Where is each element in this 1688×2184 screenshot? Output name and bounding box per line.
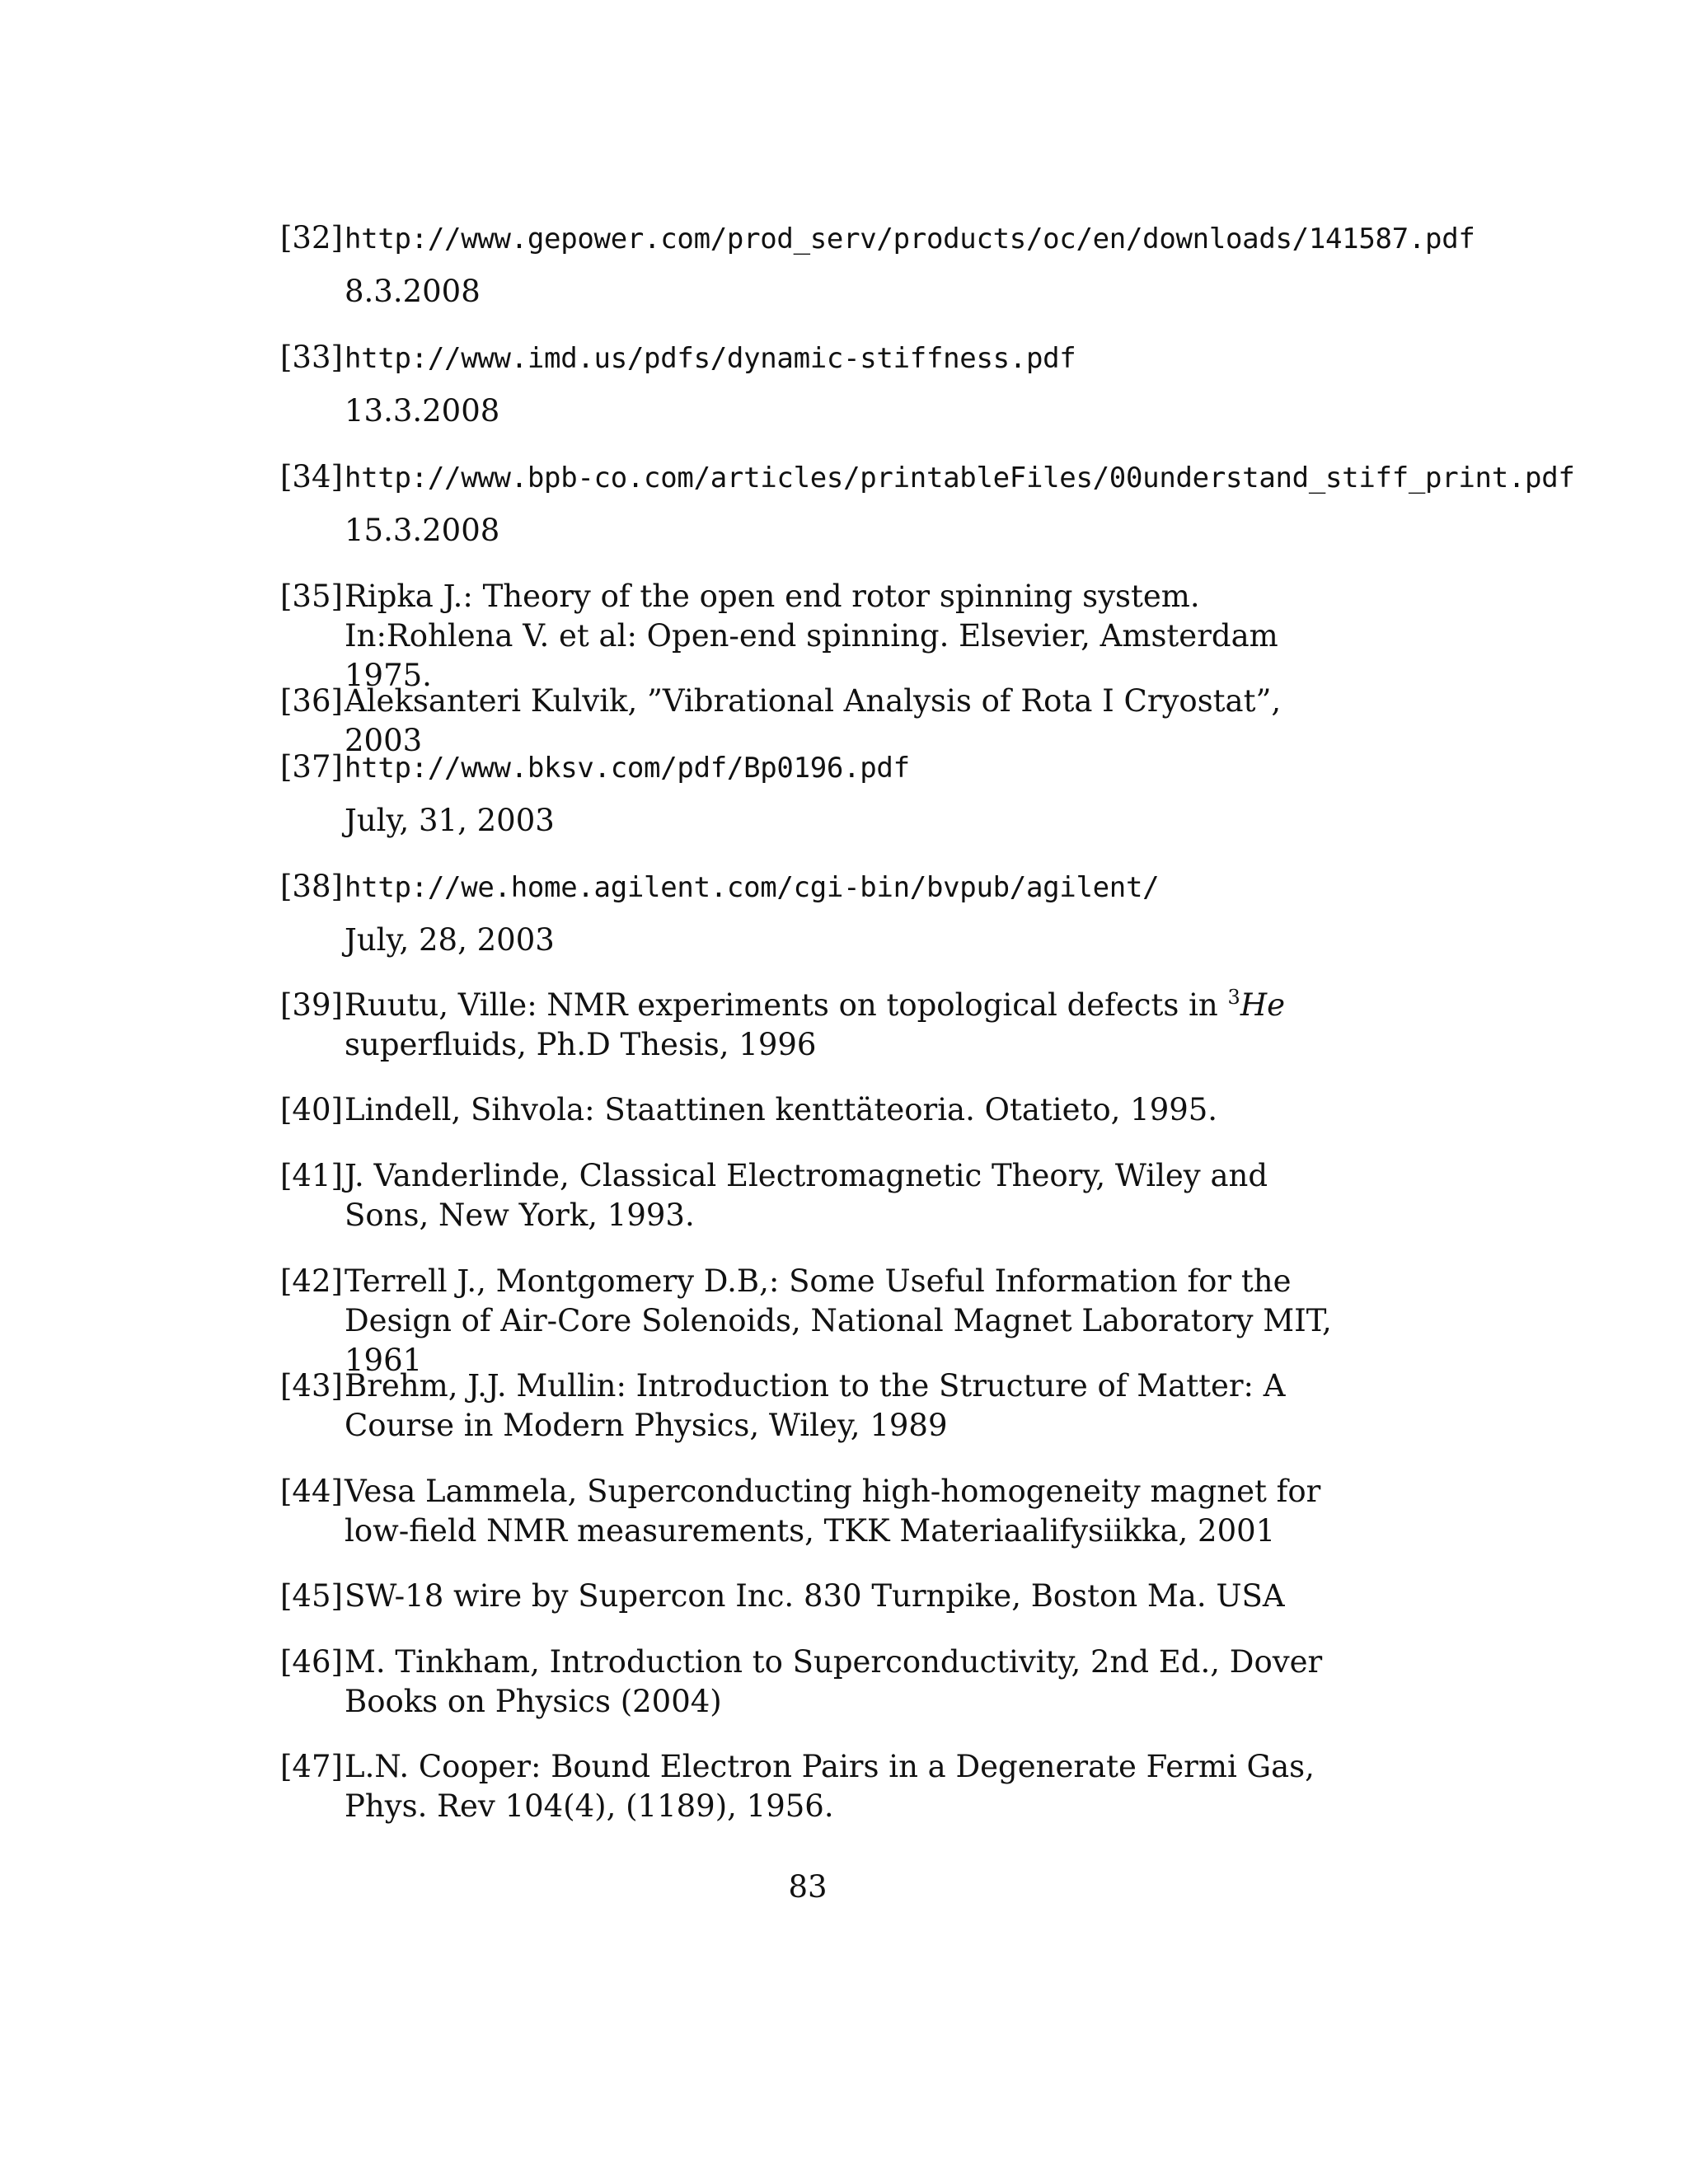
reference-number: [32] [280,220,343,255]
reference-number: [38] [280,869,343,904]
reference-number: [43] [280,1368,343,1404]
reference-number: [44] [280,1474,343,1509]
reference-number: [39] [280,987,343,1023]
reference-number: [41] [280,1158,343,1193]
reference-url-link[interactable]: http://www.bksv.com/pdf/Bp0196.pdf [345,752,910,785]
reference-access-date: 15.3.2008 [345,513,500,548]
reference-url-link[interactable]: http://we.home.agilent.com/cgi-bin/bvpub/agilent/ [345,871,1160,904]
reference-access-date: 8.3.2008 [345,274,481,309]
reference-text: Lindell, Sihvola: Staattinen kenttäteoria. Otatieto, 1995. [345,1092,1218,1127]
isotope-superscript: 3 [1227,986,1240,1009]
reference-access-date: July, 28, 2003 [345,922,555,958]
reference-number: [33] [280,340,343,375]
reference-text: Terrell J., Montgomery D.B,: Some Useful Information for the Design of Air-Core Solenoids, National Magnet Laboratory MIT, 1961 [345,1263,1332,1378]
reference-number: [40] [280,1092,343,1127]
reference-number: [34] [280,459,343,494]
reference-text [345,986,1342,1065]
reference-text: Vesa Lammela, Superconducting high-homogeneity magnet for low-field NMR measurements, TKK Materiaalifysiikka, 2001 [345,1474,1321,1549]
reference-number: [37] [280,749,343,785]
reference-text: L.N. Cooper: Bound Electron Pairs in a Degenerate Fermi Gas, Phys. Rev 104(4), (1189), 1956. [345,1749,1315,1824]
reference-text: J. Vanderlinde, Classical Electromagnetic Theory, Wiley and Sons, New York, 1993. [345,1158,1268,1233]
reference-access-date: 13.3.2008 [345,393,500,429]
reference-number: [45] [280,1578,343,1614]
reference-access-date: July, 31, 2003 [345,803,555,838]
reference-text-after: superfluids, Ph.D Thesis, 1996 [345,1027,817,1062]
reference-number: [47] [280,1749,343,1784]
reference-text: SW-18 wire by Supercon Inc. 830 Turnpike, Boston Ma. USA [345,1578,1285,1614]
reference-text: Ripka J.: Theory of the open end rotor spinning system. In:Rohlena V. et al: Open-end spinning. Elsevier, Amsterdam 1975. [345,579,1278,693]
reference-number: [46] [280,1644,343,1680]
reference-text: Brehm, J.J. Mullin: Introduction to the Structure of Matter: A Course in Modern Physics, Wiley, 1989 [345,1368,1286,1443]
reference-number: [42] [280,1263,343,1299]
reference-text: M. Tinkham, Introduction to Superconductivity, 2nd Ed., Dover Books on Physics (2004) [345,1644,1323,1719]
page-number: 83 [788,1869,828,1905]
element-symbol: He [1240,987,1285,1023]
reference-url-link[interactable]: http://www.bpb-co.com/articles/printableFiles/00understand_stiff_print.pdf [345,462,1575,494]
reference-number: [36] [280,683,343,719]
reference-text: Aleksanteri Kulvik, ”Vibrational Analysis of Rota I Cryostat”, 2003 [345,683,1282,758]
reference-url-link[interactable]: http://www.imd.us/pdfs/dynamic-stiffness.pdf [345,342,1076,375]
reference-url-link[interactable]: http://www.gepower.com/prod_serv/products/oc/en/downloads/141587.pdf [345,223,1475,255]
reference-text-before: Ruutu, Ville: NMR experiments on topological defects in [345,987,1228,1023]
reference-number: [35] [280,579,343,614]
